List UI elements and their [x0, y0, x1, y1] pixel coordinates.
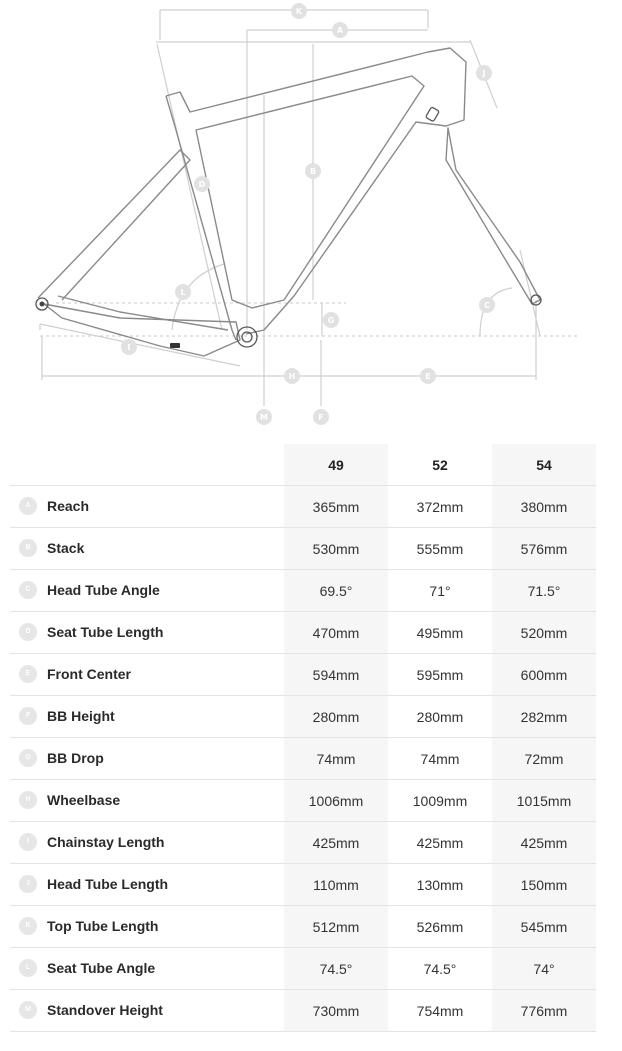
measurement-value: 1009mm [388, 780, 492, 822]
dimension-letter-badge: J [19, 875, 37, 893]
table-row [10, 864, 596, 906]
measurement-value: 425mm [388, 822, 492, 864]
measurement-value: 776mm [492, 990, 596, 1032]
measurement-value: 150mm [492, 864, 596, 906]
measurement-value: 512mm [284, 906, 388, 948]
measurement-name: Stack [47, 540, 85, 557]
row-label-cell [10, 528, 284, 570]
table-row [10, 906, 596, 948]
measurement-name: Reach [47, 498, 90, 515]
table-row [10, 990, 596, 1032]
dimension-lines [40, 10, 580, 406]
table-row [10, 948, 596, 990]
svg-text:B: B [309, 167, 317, 176]
dimension-label-j [476, 65, 492, 81]
dimension-label-d [194, 176, 210, 192]
measurement-value: 520mm [492, 612, 596, 654]
table-row [10, 486, 596, 528]
measurement-value: 74.5° [388, 948, 492, 990]
measurement-name: BB Height [47, 708, 115, 725]
row-label-cell [10, 738, 284, 780]
measurement-value: 495mm [388, 612, 492, 654]
row-label-cell [10, 612, 284, 654]
table-row [10, 612, 596, 654]
row-label-cell [10, 654, 284, 696]
measurement-value: 74mm [388, 738, 492, 780]
measurement-value: 365mm [284, 486, 388, 528]
dimension-label-i [121, 339, 137, 355]
size-header: 49 [284, 444, 388, 486]
measurement-name: BB Drop [47, 750, 104, 767]
dimension-letter-badge: M [19, 1001, 37, 1019]
dimension-label-f [313, 409, 329, 425]
measurement-value: 425mm [492, 822, 596, 864]
svg-text:F: F [318, 413, 324, 422]
table-header-row [10, 444, 596, 486]
svg-text:L: L [180, 288, 186, 297]
dimension-letter-badge: I [19, 833, 37, 851]
dimension-letter-badge: L [19, 959, 37, 977]
table-row [10, 654, 596, 696]
row-label-cell [10, 948, 284, 990]
measurement-value: 425mm [284, 822, 388, 864]
measurement-value: 282mm [492, 696, 596, 738]
measurement-value: 576mm [492, 528, 596, 570]
dimension-letter-badge: A [19, 497, 37, 515]
measurement-name: Head Tube Length [47, 876, 169, 893]
measurement-value: 130mm [388, 864, 492, 906]
dimension-label-m [256, 409, 272, 425]
dimension-letter-badge: K [19, 917, 37, 935]
row-label-cell [10, 990, 284, 1032]
measurement-value: 545mm [492, 906, 596, 948]
measurement-value: 110mm [284, 864, 388, 906]
row-label-cell [10, 906, 284, 948]
table-row [10, 738, 596, 780]
dimension-letter-badge: F [19, 707, 37, 725]
measurement-value: 380mm [492, 486, 596, 528]
measurement-value: 72mm [492, 738, 596, 780]
measurement-value: 595mm [388, 654, 492, 696]
dimension-label-b [305, 163, 321, 179]
measurement-value: 74mm [284, 738, 388, 780]
table-row [10, 780, 596, 822]
table-row [10, 570, 596, 612]
measurement-value: 594mm [284, 654, 388, 696]
measurement-value: 754mm [388, 990, 492, 1032]
row-label-cell [10, 780, 284, 822]
dimension-letter-badge: D [19, 623, 37, 641]
row-label-cell [10, 486, 284, 528]
row-label-cell [10, 822, 284, 864]
dimension-letter-badge: B [19, 539, 37, 557]
measurement-value: 600mm [492, 654, 596, 696]
row-label-cell [10, 570, 284, 612]
measurement-value: 526mm [388, 906, 492, 948]
bike-frame-outline [36, 48, 541, 356]
measurement-value: 71.5° [492, 570, 596, 612]
size-header: 52 [388, 444, 492, 486]
measurement-name: Seat Tube Length [47, 624, 164, 641]
table-row [10, 822, 596, 864]
dimension-label-h [284, 368, 300, 384]
measurement-value: 730mm [284, 990, 388, 1032]
measurement-value: 470mm [284, 612, 388, 654]
measurement-name: Top Tube Length [47, 918, 159, 935]
measurement-value: 74.5° [284, 948, 388, 990]
svg-text:A: A [336, 26, 344, 35]
measurement-name: Seat Tube Angle [47, 960, 156, 977]
dimension-label-k [291, 3, 307, 19]
svg-text:C: C [484, 301, 490, 310]
svg-text:G: G [327, 316, 335, 325]
svg-text:J: J [482, 69, 486, 78]
dimension-letter-badge: H [19, 791, 37, 809]
row-label-cell [10, 696, 284, 738]
measurement-name: Wheelbase [47, 792, 121, 809]
measurement-value: 71° [388, 570, 492, 612]
measurement-name: Chainstay Length [47, 834, 165, 851]
size-header: 54 [492, 444, 596, 486]
svg-text:K: K [295, 7, 303, 16]
measurement-name: Front Center [47, 666, 131, 683]
measurement-value: 69.5° [284, 570, 388, 612]
measurement-value: 1015mm [492, 780, 596, 822]
dimension-letter-badge: G [19, 749, 37, 767]
measurement-value: 372mm [388, 486, 492, 528]
svg-text:M: M [260, 413, 268, 422]
geometry-table [10, 444, 596, 1032]
svg-text:H: H [288, 372, 296, 381]
measurement-name: Standover Height [47, 1002, 163, 1019]
dimension-label-a [332, 22, 348, 38]
dimension-letter-badge: C [19, 581, 37, 599]
measurement-value: 280mm [388, 696, 492, 738]
dimension-label-l [175, 284, 191, 300]
svg-text:I: I [127, 343, 131, 352]
svg-text:D: D [198, 180, 206, 189]
measurement-value: 74° [492, 948, 596, 990]
table-row [10, 696, 596, 738]
measurement-name: Head Tube Angle [47, 582, 160, 599]
measurement-value: 280mm [284, 696, 388, 738]
svg-text:E: E [425, 372, 431, 381]
dimension-label-g [323, 312, 339, 328]
table-body [10, 486, 596, 1032]
measurement-value: 555mm [388, 528, 492, 570]
table-row [10, 528, 596, 570]
dimension-letter-badge: E [19, 665, 37, 683]
frame-geometry-diagram [0, 0, 622, 440]
measurement-value: 530mm [284, 528, 388, 570]
dimension-label-c [479, 297, 495, 313]
row-label-cell [10, 864, 284, 906]
measurement-value: 1006mm [284, 780, 388, 822]
dimension-label-e [420, 368, 436, 384]
header-label-cell [10, 444, 284, 486]
